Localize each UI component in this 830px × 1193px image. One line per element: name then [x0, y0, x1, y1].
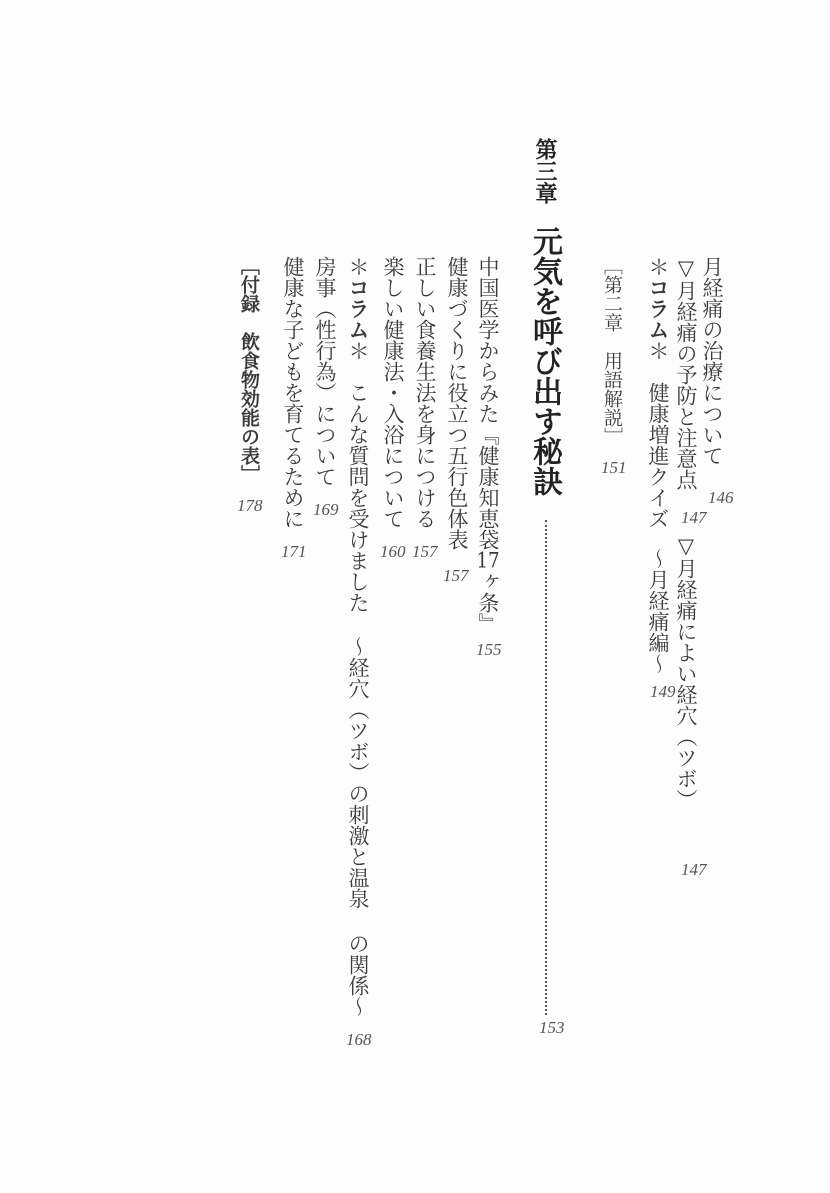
toc-entry-chapter2-glossary[interactable]: ［第二章 用語解説］: [601, 256, 623, 446]
toc-entry-menstrual-prevention[interactable]: ▽月経痛の予防と注意点: [674, 256, 698, 490]
star-mark: ＊: [346, 256, 370, 277]
toc-entry-column-questions[interactable]: [345, 256, 371, 613]
toc-entry-diet[interactable]: 正しい食養生法を身につける: [413, 256, 437, 529]
page-number: 147: [681, 860, 707, 879]
toc-entry-children[interactable]: 健康な子どもを育てるために: [281, 256, 305, 529]
page-number: 171: [281, 542, 307, 561]
chapter-number: 第三章: [532, 138, 557, 204]
column-label: コラム: [346, 277, 370, 340]
toc-entry-column-quiz[interactable]: [645, 256, 671, 529]
page-number: 149: [650, 682, 676, 701]
column-label: コラム: [646, 277, 670, 340]
toc-entry-sex[interactable]: 房事（性行為）について: [313, 256, 337, 487]
toc-entry-subtitle: ～月経痛編～: [646, 548, 670, 674]
entry-number: 17: [476, 550, 500, 571]
page-number: 157: [412, 542, 438, 561]
toc-entry-menstrual-treatment[interactable]: 月経痛の治療について: [700, 256, 724, 466]
page-number: 160: [380, 542, 406, 561]
entry-text: 中国医学からみた『健康知恵袋: [476, 256, 500, 550]
page-number: 169: [313, 500, 339, 519]
page-number: 147: [681, 508, 707, 527]
entry-text: 健康増進クイズ: [646, 361, 670, 529]
page-number: 151: [601, 458, 627, 477]
toc-entry-appendix[interactable]: ［付録 飲食物効能の表］: [238, 256, 260, 484]
star-mark: ＊: [646, 256, 670, 277]
entry-text: こんな質問を受けました: [346, 361, 370, 613]
page-number: 146: [708, 488, 734, 507]
page-number: 153: [539, 1018, 565, 1037]
leader-dots: [545, 520, 547, 1015]
toc-entry-menstrual-acupoints[interactable]: ▽月経痛によい経穴（ツボ）: [674, 534, 698, 810]
entry-text: ヶ条』: [476, 571, 500, 634]
toc-entry-five-elements[interactable]: 健康づくりに役立つ五行色体表: [445, 256, 469, 550]
toc-entry-bathing[interactable]: 楽しい健康法・入浴について: [381, 256, 405, 529]
star-mark: ＊: [646, 340, 670, 361]
page-number: 157: [443, 566, 469, 585]
toc-entry-health-wisdom[interactable]: [475, 256, 501, 634]
star-mark: ＊: [346, 340, 370, 361]
page-number: 168: [346, 1030, 372, 1049]
page-number: 155: [476, 640, 502, 659]
chapter-title[interactable]: 元気を呼び出す秘訣: [527, 226, 562, 496]
toc-entry-subtitle: ～経穴（ツボ）の刺激と温泉 の関係～: [346, 636, 370, 1017]
page-number: 178: [237, 496, 263, 515]
